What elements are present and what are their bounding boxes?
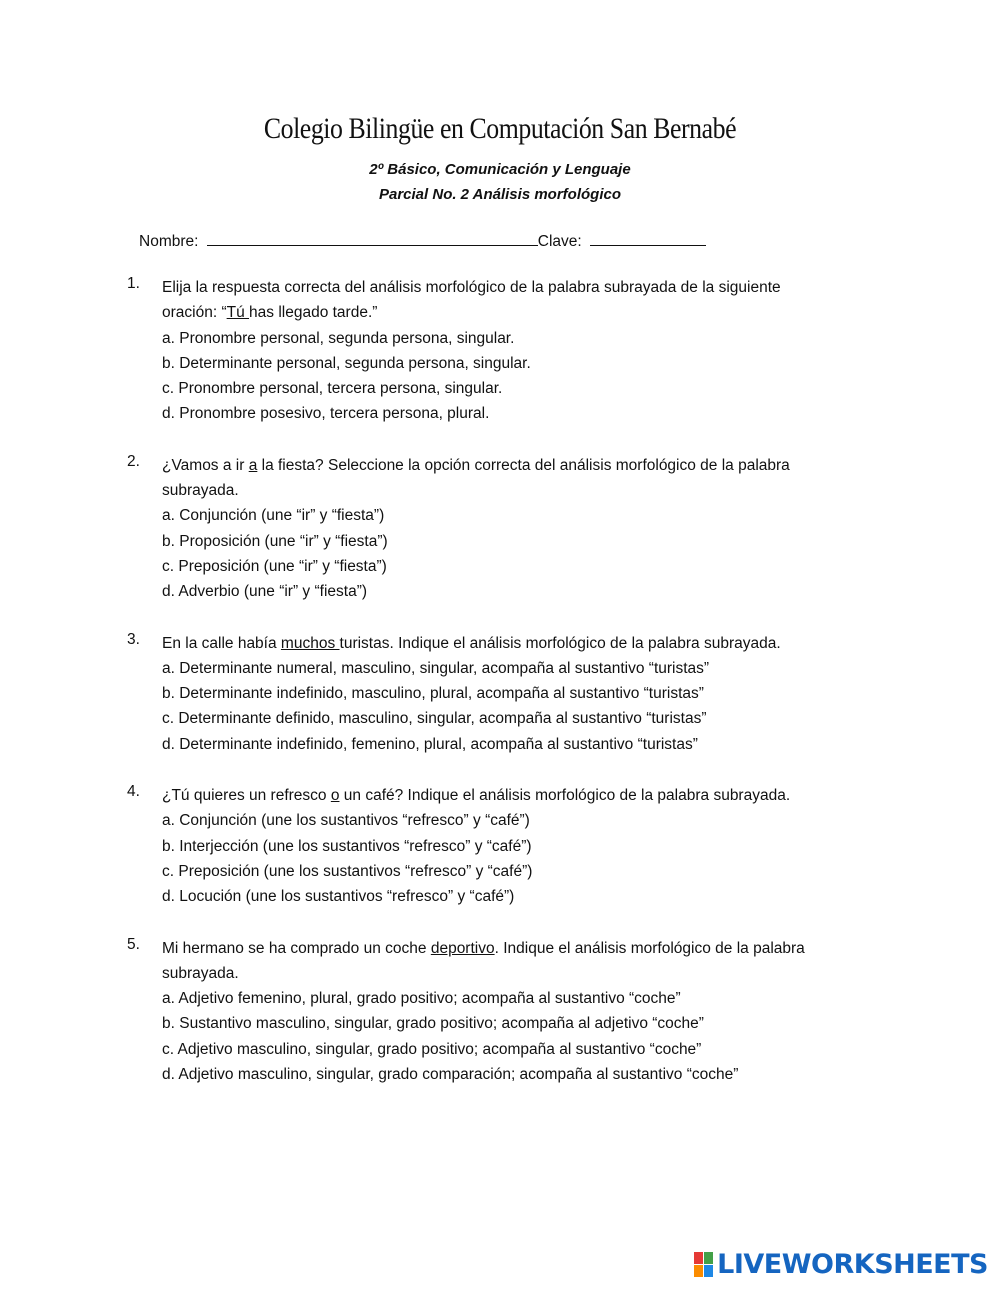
option-d[interactable]: d. Adjetivo masculino, singular, grado comparación; acompaña al sustantivo “coche” <box>162 1066 739 1084</box>
option-a[interactable]: a. Pronombre personal, segunda persona, singular. <box>162 329 515 347</box>
option-c[interactable]: c. Determinante definido, masculino, singular, acompaña al sustantivo “turistas” <box>162 710 707 728</box>
underlined-word: deportivo <box>430 939 495 957</box>
liveworksheets-logo[interactable] <box>694 1249 988 1280</box>
option-d[interactable]: d. Pronombre posesivo, tercera persona, plural. <box>162 405 490 423</box>
name-label: Nombre: <box>139 233 199 250</box>
question-number: 3. <box>127 630 140 648</box>
option-c[interactable]: c. Pronombre personal, tercera persona, singular. <box>162 380 503 398</box>
question-3 <box>127 631 867 757</box>
question-number: 1. <box>127 275 140 292</box>
question-stem: ¿Vamos a ir a la fiesta? Seleccione la opción correcta del análisis morfológico de la palabra <box>162 456 790 474</box>
option-c[interactable]: c. Preposición (une los sustantivos “refresco” y “café”) <box>162 862 533 880</box>
exam-title: Parcial No. 2 Análisis morfológico <box>378 186 621 203</box>
clave-blank[interactable] <box>590 231 706 246</box>
question-4 <box>127 783 867 909</box>
option-c[interactable]: c. Adjetivo masculino, singular, grado positivo; acompaña al sustantivo “coche” <box>162 1040 702 1058</box>
logo-blocks-icon <box>694 1252 713 1277</box>
option-a[interactable]: a. Determinante numeral, masculino, singular, acompaña al sustantivo “turistas” <box>162 659 710 677</box>
option-b[interactable]: b. Interjección (une los sustantivos “refresco” y “café”) <box>162 837 532 855</box>
question-stem: En la calle había muchos turistas. Indique el análisis morfológico de la palabra subrayada. <box>162 634 781 652</box>
option-b[interactable]: b. Determinante indefinido, masculino, plural, acompaña al sustantivo “turistas” <box>162 685 704 703</box>
question-stem-cont: subrayada. <box>162 964 239 982</box>
option-b[interactable]: b. Proposición (une “ir” y “fiesta”) <box>162 532 388 550</box>
option-d[interactable]: d. Adverbio (une “ir” y “fiesta”) <box>162 583 368 601</box>
question-number: 4. <box>127 783 140 801</box>
underlined-word: Tú <box>226 304 250 322</box>
question-number: 2. <box>127 452 140 470</box>
question-number: 5. <box>127 935 140 953</box>
question-1 <box>127 275 867 427</box>
question-stem: Mi hermano se ha comprado un coche deportivo. Indique el análisis morfológico de la palabra <box>162 939 805 957</box>
grade-subject: 2º Básico, Comunicación y Lenguaje <box>369 161 631 178</box>
option-a[interactable]: a. Conjunción (une los sustantivos “refresco” y “café”) <box>162 812 530 830</box>
option-a[interactable]: a. Adjetivo femenino, plural, grado positivo; acompaña al sustantivo “coche” <box>162 990 681 1008</box>
name-blank[interactable] <box>207 231 538 246</box>
option-a[interactable]: a. Conjunción (une “ir” y “fiesta”) <box>162 507 385 525</box>
option-b[interactable]: b. Determinante personal, segunda persona, singular. <box>162 354 531 372</box>
underlined-word: a <box>248 456 258 474</box>
page-title: Colegio Bilingüe en Computación San Bernabé <box>263 112 737 145</box>
brand-text: LIVEWORKSHEETS <box>717 1249 988 1280</box>
question-stem: Elija la respuesta correcta del análisis morfológico de la palabra subrayada de la siguiente <box>162 279 781 296</box>
question-list <box>127 275 867 1113</box>
option-c[interactable]: c. Preposición (une “ir” y “fiesta”) <box>162 557 387 575</box>
question-stem-cont: subrayada. <box>162 482 239 500</box>
underlined-word: o <box>330 787 340 805</box>
option-d[interactable]: d. Determinante indefinido, femenino, plural, acompaña al sustantivo “turistas” <box>162 735 698 753</box>
question-stem-cont: oración: “Tú has llegado tarde.” <box>162 304 378 322</box>
question-stem: ¿Tú quieres un refresco o un café? Indique el análisis morfológico de la palabra subrayada. <box>162 787 791 805</box>
option-d[interactable]: d. Locución (une los sustantivos “refresco” y “café”) <box>162 888 515 906</box>
question-2 <box>127 453 867 605</box>
question-5 <box>127 936 867 1088</box>
option-b[interactable]: b. Sustantivo masculino, singular, grado positivo; acompaña al adjetivo “coche” <box>162 1015 704 1033</box>
underlined-word: muchos <box>280 634 340 652</box>
student-fields <box>139 231 706 251</box>
clave-label: Clave: <box>537 233 582 250</box>
